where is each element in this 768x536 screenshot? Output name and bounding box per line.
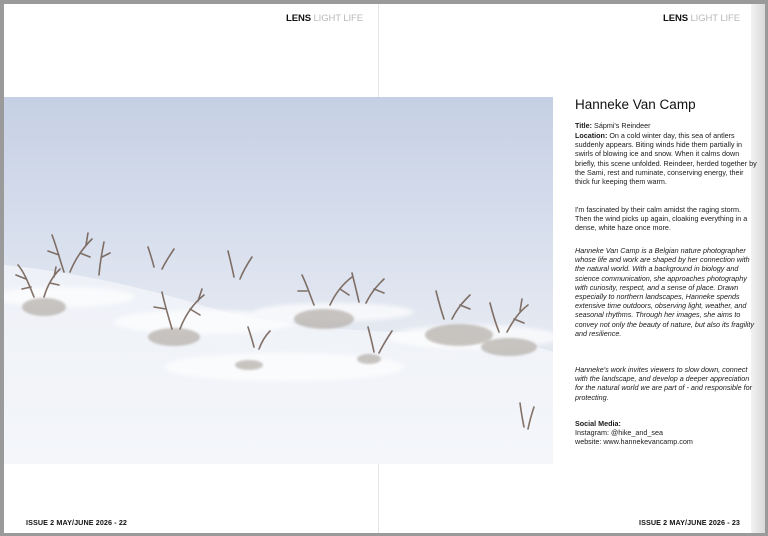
website-link: website: www.hannekevancamp.com — [575, 437, 693, 447]
quote-paragraph: I'm fascinated by their calm amidst the raging storm. Then the wind picks up again, cloaking everything in a dense, white haze once more. — [575, 205, 748, 233]
folio-right: ISSUE 2 MAY/JUNE 2026 - 23 — [639, 518, 741, 527]
folio-left: ISSUE 2 MAY/JUNE 2026 - 22 — [26, 518, 128, 527]
location-text: On a cold winter day, this sea of antlers suddenly appears. Biting winds hide them partially in swirls of blowing ice and snow. When it calms down briefly, this scene unfolded. Reindeer, herded together by the Sami, rest and ruminate, conserving energy, their thick fur keeping them warm. — [575, 131, 757, 187]
location-paragraph — [575, 131, 759, 186]
photo-title — [575, 121, 759, 130]
bio-paragraph-1: Hanneke Van Camp is a Belgian nature photographer whose life and work are shaped by her connection with the natural world. With a background in biology and science communication, she approaches photography with curiosity, respect, and a sense of place. Drawn especially to northern landscapes, Hanneke spends extensive time outdoors, observing light, weather, and seasonal rhythms. Through her images, she aims to convey not only the beauty of nature, but also its fragility and resilience. — [575, 246, 754, 338]
title-value: Sápmi's Reindeer — [594, 121, 651, 130]
photographer-name: Hanneke Van Camp — [575, 97, 696, 112]
masthead-brand-light: LIGHT LIFE — [690, 13, 740, 24]
magazine-spread — [4, 4, 765, 533]
title-label: Title: — [575, 121, 593, 130]
reindeer-illustration — [4, 97, 553, 464]
instagram-handle: Instagram: @hike_and_sea — [575, 428, 664, 438]
social-label: Social Media: — [575, 419, 621, 428]
social-media-block — [575, 419, 759, 447]
reindeer-photo — [4, 97, 553, 464]
masthead-brand-bold: LENS — [286, 13, 311, 24]
masthead-left — [286, 13, 363, 24]
bio-paragraph-2: Hanneke's work invites viewers to slow down, connect with the landscape, and develop a deeper appreciation for the natural world we are part of - and responsible for protecting. — [575, 365, 752, 402]
masthead-brand-bold: LENS — [663, 13, 688, 24]
masthead-brand-light: LIGHT LIFE — [313, 13, 363, 24]
masthead-right — [663, 13, 740, 24]
location-label: Location: — [575, 131, 608, 140]
